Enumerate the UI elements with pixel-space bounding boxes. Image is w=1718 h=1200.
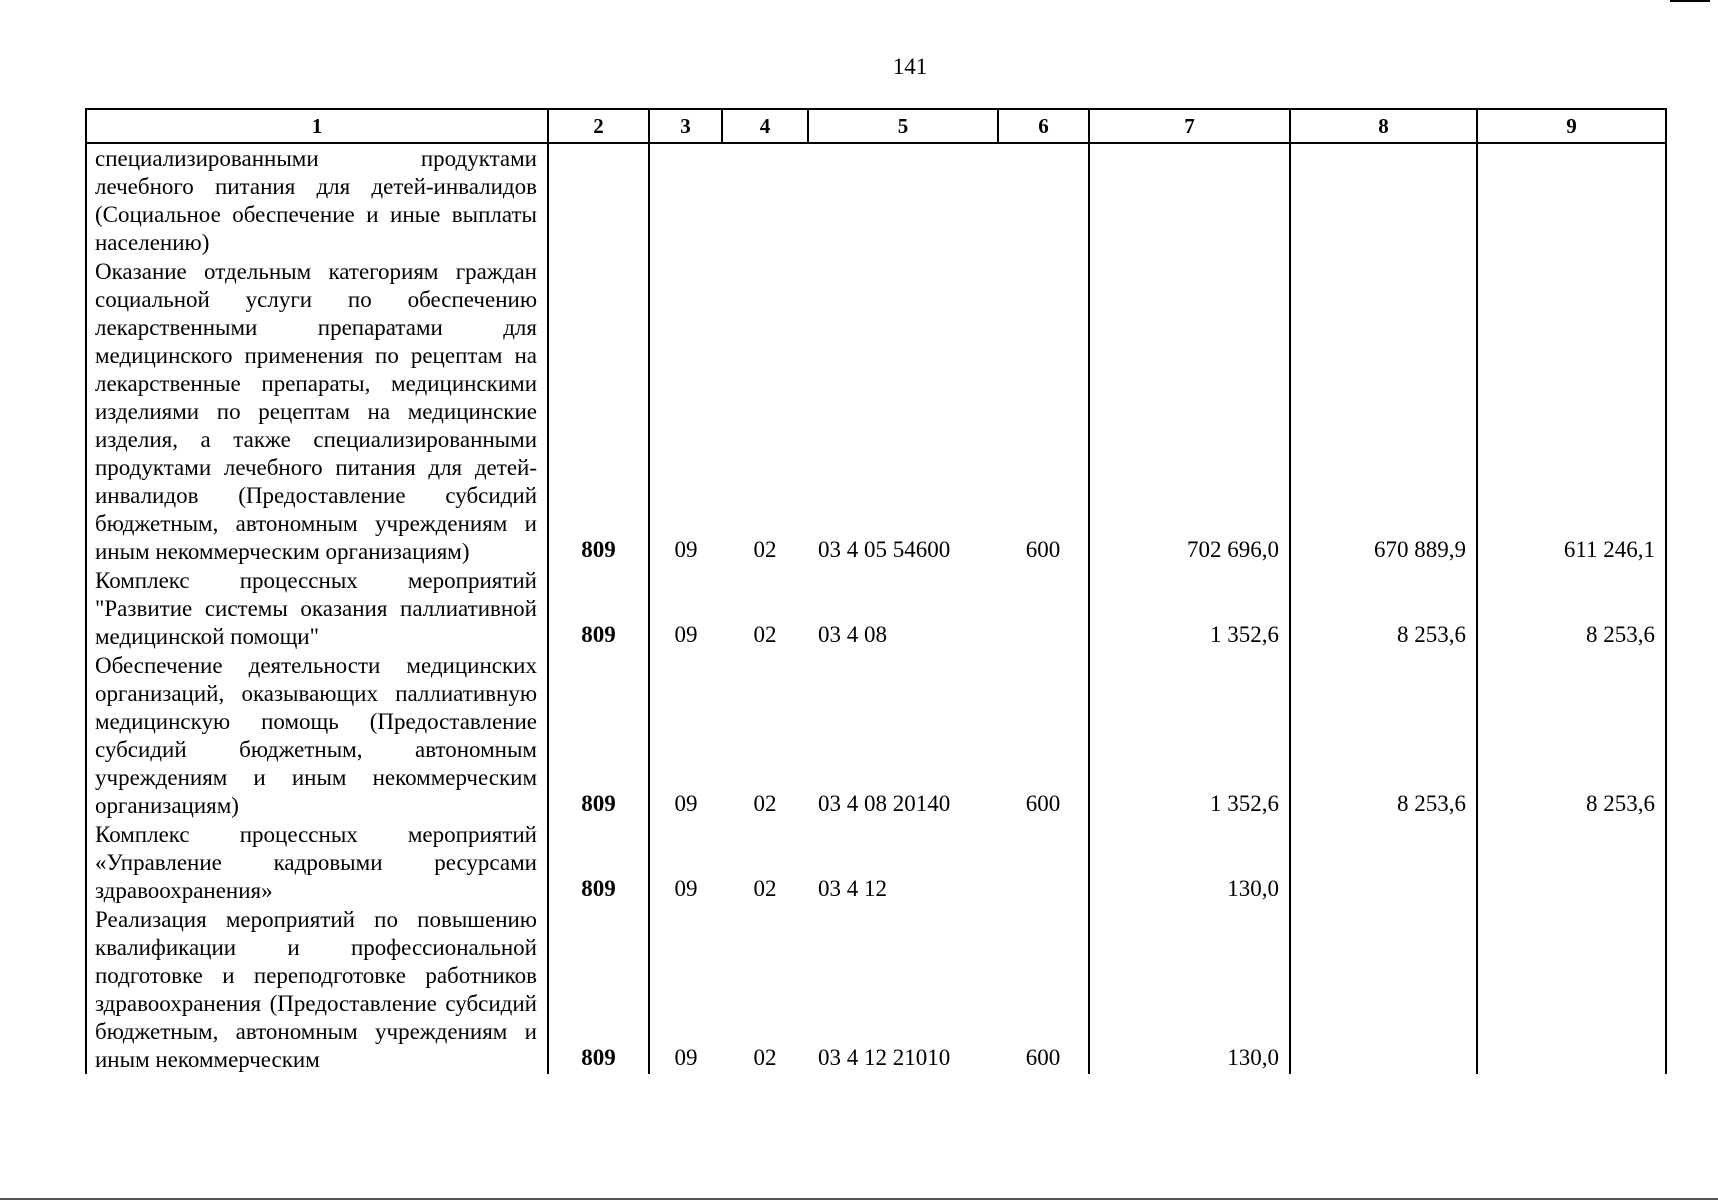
header-col-8: 8 [1290, 109, 1477, 143]
row-subsection: 02 [753, 791, 777, 816]
row-amount-9: 611 246,1 [1477, 257, 1666, 566]
row-expense-type: 600 [1025, 791, 1061, 816]
page-number: 141 [892, 54, 928, 79]
row-target-article: 03 4 08 20140 [818, 791, 951, 816]
row-subsection: 02 [753, 622, 777, 647]
row-section: 09 [674, 791, 698, 816]
row-amount-9 [1477, 820, 1666, 905]
row-amount-8: 8 253,6 [1290, 651, 1477, 820]
row-section: 09 [674, 622, 698, 647]
budget-table [85, 108, 1667, 1074]
row-subsection: 02 [753, 1045, 777, 1070]
header-col-3: 3 [649, 109, 722, 143]
row-ministry-code: 809 [548, 820, 649, 905]
row-subsection: 02 [753, 537, 777, 562]
row-subsection [722, 143, 808, 257]
row-target-article: 03 4 12 [818, 876, 887, 901]
header-col-1: 1 [86, 109, 548, 143]
table-row [86, 143, 1666, 257]
table-header-row [86, 109, 1666, 143]
row-amount-7: 1 352,6 [1089, 566, 1290, 651]
row-ministry-code: 809 [548, 257, 649, 566]
row-description: Обеспечение деятельности медицинских организаций, оказывающих паллиативную медицинскую помощь (Предоставление субсидий бюджетным, автономным учреждениям и иным некоммерческим организациям) [86, 651, 548, 820]
row-amount-9: 8 253,6 [1477, 651, 1666, 820]
table-row [86, 820, 1666, 905]
row-description: Оказание отдельным категориям граждан социальной услуги по обеспечению лекарственными препаратами для медицинского применения по рецептам на лекарственные препараты, медицинскими изделиями по рецептам на медицинские изделия, а также специализированными продуктами лечебного питания для детей-инвалидов (Предоставление субсидий бюджетным, автономным учреждениям и иным некоммерческим организациям) [86, 257, 548, 566]
header-col-5: 5 [808, 109, 998, 143]
row-expense-type [998, 143, 1089, 257]
row-amount-7 [1089, 143, 1290, 257]
row-expense-type: 600 [1025, 537, 1061, 562]
header-col-4: 4 [722, 109, 808, 143]
row-target-article: 03 4 05 54600 [818, 537, 951, 562]
row-description: Реализация мероприятий по повышению квалификации и профессиональной подготовке и переподготовке работников здравоохранения (Предоставление субсидий бюджетным, автономным учреждениям и иным некоммерческим [86, 905, 548, 1074]
row-amount-9 [1477, 143, 1666, 257]
row-expense-type [998, 820, 1089, 905]
row-amount-9 [1477, 905, 1666, 1074]
row-amount-7: 130,0 [1089, 905, 1290, 1074]
row-description: Комплекс процессных мероприятий «Управление кадровыми ресурсами здравоохранения» [86, 820, 548, 905]
row-ministry-code: 809 [548, 905, 649, 1074]
row-amount-7: 1 352,6 [1089, 651, 1290, 820]
row-section: 09 [674, 537, 698, 562]
row-amount-7: 702 696,0 [1089, 257, 1290, 566]
header-col-2: 2 [548, 109, 649, 143]
row-amount-9: 8 253,6 [1477, 566, 1666, 651]
row-ministry-code: 809 [548, 651, 649, 820]
row-ministry-code: 809 [548, 566, 649, 651]
row-description: Комплекс процессных мероприятий "Развитие системы оказания паллиативной медицинской помощи" [86, 566, 548, 651]
row-target-article: 03 4 08 [818, 622, 887, 647]
row-target-article [808, 143, 998, 257]
header-col-7: 7 [1089, 109, 1290, 143]
header-col-6: 6 [998, 109, 1089, 143]
row-section: 09 [674, 1045, 698, 1070]
row-target-article: 03 4 12 21010 [818, 1045, 951, 1070]
row-amount-8 [1290, 820, 1477, 905]
header-col-9: 9 [1477, 109, 1666, 143]
table-row [86, 651, 1666, 820]
row-amount-7: 130,0 [1089, 820, 1290, 905]
row-amount-8: 8 253,6 [1290, 566, 1477, 651]
row-expense-type [998, 566, 1089, 651]
row-ministry-code [548, 143, 649, 257]
row-amount-8: 670 889,9 [1290, 257, 1477, 566]
row-section: 09 [674, 876, 698, 901]
row-amount-8 [1290, 905, 1477, 1074]
top-edge-line [1670, 0, 1710, 2]
row-expense-type: 600 [1025, 1045, 1061, 1070]
row-amount-8 [1290, 143, 1477, 257]
row-section [649, 143, 722, 257]
row-subsection: 02 [753, 876, 777, 901]
table-row [86, 257, 1666, 566]
table-row [86, 905, 1666, 1074]
table-row [86, 566, 1666, 651]
row-description: специализированными продуктами лечебного питания для детей-инвалидов (Социальное обеспечение и иные выплаты населению) [86, 143, 548, 257]
